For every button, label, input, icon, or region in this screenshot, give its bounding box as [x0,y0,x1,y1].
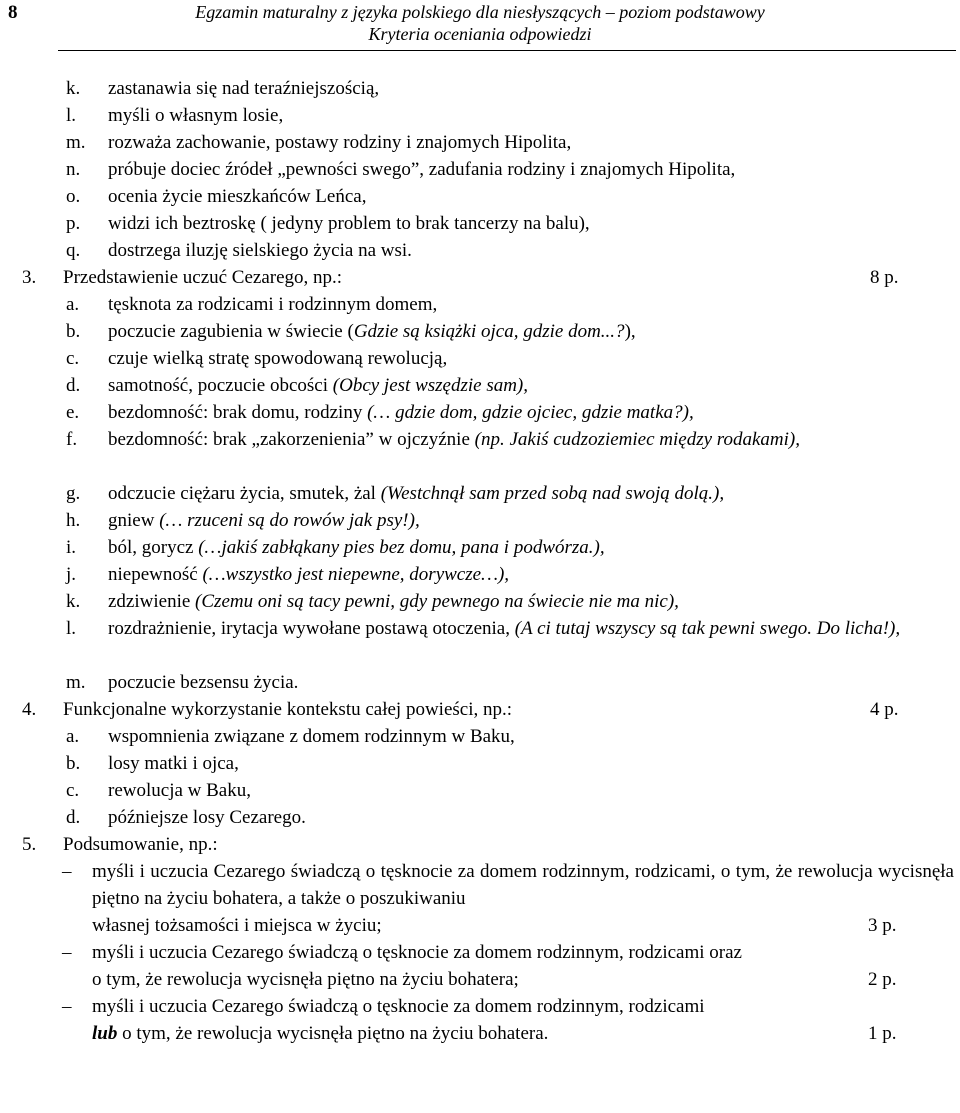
section-5-heading: 5. Podsumowanie, np.: [22,834,218,855]
list-item: e. bezdomność: brak domu, rodziny (… gdzie dom, gdzie ojciec, gdzie matka?), [66,402,694,423]
list-item: k. zastanawia się nad teraźniejszością, [66,78,380,99]
list-item: c. czuje wielką stratę spowodowaną rewolucją, [66,348,448,369]
page-number: 8 [8,2,18,23]
list-item: q. dostrzega iluzję sielskiego życia na wsi. [66,240,412,261]
list-item: d. późniejsze losy Cezarego. [66,807,306,828]
list-item: p. widzi ich beztroskę ( jedyny problem to brak tancerzy na balu), [66,213,590,234]
summary-entry: – myśli i uczucia Cezarego świadczą o tęsknocie za domem rodzinnym, rodzicami, o tym, że rewolucja wycisnęła piętno na życiu bohatera, a także o poszukiwaniu własnej tożsamości i miejsca w życiu; 3 p. [62,858,954,939]
header-subtitle: Kryteria oceniania odpowiedzi [368,24,592,44]
list-item: m. poczucie bezsensu życia. [66,672,299,693]
points-label: 4 p. [870,699,899,720]
list-item: i. ból, gorycz (…jakiś zabłąkany pies bez domu, pana i podwórza.), [66,537,605,558]
list-item: k. zdziwienie (Czemu oni są tacy pewni, gdy pewnego na świecie nie ma nic), [66,591,679,612]
list-item: c. rewolucja w Baku, [66,780,251,801]
header-rule [58,50,956,51]
points-label: 8 p. [870,267,899,288]
list-item: l. myśli o własnym losie, [66,105,284,126]
list-item: b. losy matki i ojca, [66,753,239,774]
points-label: 3 p. [868,915,897,936]
summary-entry: – myśli i uczucia Cezarego świadczą o tęsknocie za domem rodzinnym, rodzicami oraz o tym, że rewolucja wycisnęła piętno na życiu bohatera; 2 p. [62,939,954,993]
list-item: o. ocenia życie mieszkańców Leńca, [66,186,367,207]
summary-entry: – myśli i uczucia Cezarego świadczą o tęsknocie za domem rodzinnym, rodzicami lub o tym, że rewolucja wycisnęła piętno na życiu bohatera. 1 p. [62,993,954,1047]
section-3-heading: 3. Przedstawienie uczuć Cezarego, np.: 8 p. [0,264,960,291]
points-label: 2 p. [868,969,897,990]
points-label: 1 p. [868,1023,897,1044]
list-item: d. samotność, poczucie obcości (Obcy jest wszędzie sam), [66,375,529,396]
list-item: g. odczucie ciężaru życia, smutek, żal (Westchnął sam przed sobą nad swoją dolą.), [66,483,725,504]
list-item: f. bezdomność: brak „zakorzenienia” w ojczyźnie (np. Jakiś cudzoziemiec między rodakami), [66,429,800,450]
list-item: m. rozważa zachowanie, postawy rodziny i znajomych Hipolita, [66,132,572,153]
header-title: Egzamin maturalny z języka polskiego dla niesłyszących – poziom podstawowy [195,2,765,22]
list-item: j. niepewność (…wszystko jest niepewne, dorywcze…), [66,564,510,585]
section-4-heading: 4. Funkcjonalne wykorzystanie kontekstu całej powieści, np.: 4 p. [0,696,960,723]
page-header [0,0,960,50]
list-item: b. poczucie zagubienia w świecie (Gdzie są książki ojca, gdzie dom...?), [66,321,636,342]
list-item: a. wspomnienia związane z domem rodzinnym w Baku, [66,726,515,747]
list-item: h. gniew (… rzuceni są do rowów jak psy!), [66,510,420,531]
list-item: l. rozdrażnienie, irytacja wywołane postawą otoczenia, (A ci tutaj wszyscy są tak pewni swego. Do licha!), [66,618,901,639]
list-item: n. próbuje dociec źródeł „pewności swego”, zadufania rodziny i znajomych Hipolita, [66,159,736,180]
list-item: a. tęsknota za rodzicami i rodzinnym domem, [66,294,438,315]
document-body [0,75,960,1047]
